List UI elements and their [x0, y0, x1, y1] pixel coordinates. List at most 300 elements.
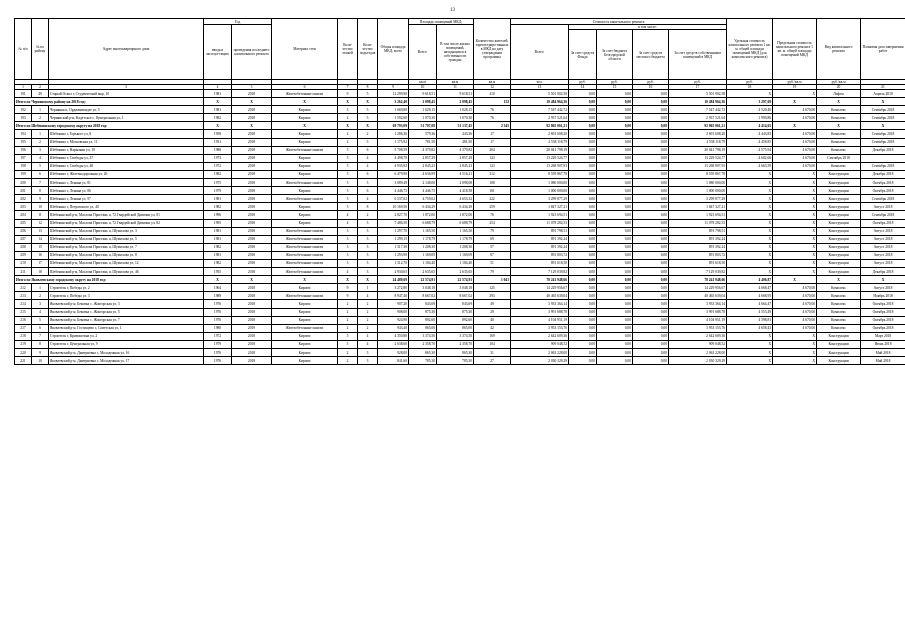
table-cell: Комплекс — [817, 300, 861, 308]
table-cell: 1979 — [204, 187, 232, 195]
table-cell: Комплекс — [817, 138, 861, 146]
table-cell: 196 — [15, 146, 32, 154]
table-cell: 4 — [338, 268, 358, 276]
table-cell: 3 — [358, 227, 378, 235]
table-cell: Кирпич — [272, 162, 338, 170]
table-row — [15, 349, 905, 357]
table-cell: 0,00 — [633, 243, 669, 251]
table-cell: 4 670,00 — [773, 292, 817, 300]
table-cell: Август 2018 — [861, 251, 905, 259]
table-cell: 201 — [15, 187, 32, 195]
table-cell: Х — [727, 179, 773, 187]
table-cell: 1 923 694,51 — [511, 211, 569, 219]
table-cell: 17 — [32, 259, 49, 267]
table-cell: 0,00 — [633, 219, 669, 227]
table-cell: Сентябрь 2018 — [861, 130, 905, 138]
header-col-entrances: Коли-чество подъездов — [358, 19, 378, 80]
table-cell: 0,00 — [633, 251, 669, 259]
table-cell: 2018 — [232, 259, 272, 267]
table-cell: 259 — [474, 203, 511, 211]
table-cell: 4 670,00 — [773, 300, 817, 308]
table-cell: Х — [727, 235, 773, 243]
table-row — [15, 219, 905, 227]
total-row — [15, 276, 905, 284]
table-cell: Железобетонные панели — [272, 146, 338, 154]
table-cell: 0,00 — [597, 349, 633, 357]
table-cell: 2018 — [232, 332, 272, 340]
table-cell: 78 241 948,66 — [669, 276, 727, 284]
address-cell: Шебекинский р-н, Маслова Пристань п, 72 Гвардейской Дивизии ул, 81 — [49, 211, 204, 219]
table-cell: 0,00 — [597, 340, 633, 348]
table-cell: 3 991 688,78 — [511, 308, 569, 316]
header-col-plan-date: Плановая дата завершения работ — [861, 19, 905, 80]
table-cell: 4 414,65 — [727, 122, 773, 130]
table-cell: 2 635,65 — [437, 268, 474, 276]
table-cell: 202 — [15, 195, 32, 203]
table-cell: 1976 — [204, 300, 232, 308]
table-cell: 0,00 — [569, 292, 597, 300]
header-col-limit-cost: Предельная стоимость капитального ремонта 1 кв. м. общей площади помещений МКД — [773, 19, 817, 80]
table-cell: 2 — [338, 357, 358, 365]
table-cell: 891 798,51 — [669, 227, 727, 235]
table-cell: Конструкции — [817, 187, 861, 195]
table-cell: 5 — [338, 170, 358, 178]
table-cell: Х — [773, 357, 817, 365]
table-cell: 0,00 — [597, 170, 633, 178]
table-cell: 1 293,90 — [378, 251, 409, 259]
table-cell: 2 538 118,79 — [669, 138, 727, 146]
column-number: 21 — [861, 85, 905, 90]
table-row — [15, 195, 905, 203]
table-cell: 17 — [474, 138, 511, 146]
table-cell: 8 — [32, 187, 49, 195]
table-cell: 785,30 — [437, 357, 474, 365]
table-cell: 4 379,82 — [409, 146, 437, 154]
table-cell: 2018 — [232, 243, 272, 251]
table-cell: 194 — [15, 130, 32, 138]
table-cell: 0,00 — [569, 227, 597, 235]
column-number: 20 — [817, 85, 861, 90]
column-number: 10 — [409, 85, 437, 90]
table-cell: 909 048,52 — [511, 340, 569, 348]
table-cell: 0,00 — [597, 235, 633, 243]
table-cell: 0,00 — [569, 349, 597, 357]
table-cell: Х — [861, 98, 905, 106]
address-cell: Старый Оскол г, Студенческий мкр, 10 — [49, 90, 204, 98]
table-cell: 4 658,43 — [727, 324, 773, 332]
table-cell: 92 865 061,21 — [511, 122, 569, 130]
table-row — [15, 154, 905, 162]
total-label: Итого по Шебекинскому городскому округу на 2018 год: — [15, 122, 204, 130]
table-cell: 2018 — [232, 195, 272, 203]
table-cell: 1981 — [204, 195, 232, 203]
table-cell: 4 670,00 — [773, 308, 817, 316]
table-cell: 4 — [32, 154, 49, 162]
table-cell: 2018 — [232, 308, 272, 316]
table-cell: 2 — [338, 324, 358, 332]
table-cell: 312 — [474, 170, 511, 178]
table-cell: 0,00 — [633, 98, 669, 106]
table-cell: 10 — [32, 357, 49, 365]
table-cell: 0,00 — [633, 276, 669, 284]
table-cell: Октябрь 2018 — [861, 308, 905, 316]
table-cell: 5 — [338, 179, 358, 187]
table-cell: Конструкции — [817, 357, 861, 365]
table-cell: 875,30 — [437, 308, 474, 316]
table-cell: 1 178,79 — [409, 235, 437, 243]
table-cell: 1976 — [204, 316, 232, 324]
address-cell: Яковлевский р-н, Гостищево с, Советская ул, 1 — [49, 324, 204, 332]
table-cell: Август 2018 — [861, 227, 905, 235]
table-cell: 7 547 442,72 — [511, 106, 569, 114]
table-cell: 0,00 — [597, 114, 633, 122]
table-cell: Комплекс — [817, 106, 861, 114]
table-cell: Х — [773, 219, 817, 227]
table-cell: 3 953 153,76 — [669, 324, 727, 332]
column-number: 9 — [378, 85, 409, 90]
table-cell: 2 345 — [474, 122, 511, 130]
table-cell: Конструкции — [817, 170, 861, 178]
table-cell: 1981 — [204, 251, 232, 259]
table-row — [15, 292, 905, 300]
table-cell: Сентябрь 2018 — [861, 114, 905, 122]
table-cell: 1 — [358, 284, 378, 292]
table-cell: Конструкции — [817, 259, 861, 267]
table-cell: 1 872,00 — [409, 211, 437, 219]
address-cell: Яковлевский р-н, Дмитриевка с, Молодежная ул, 16 — [49, 349, 204, 357]
table-cell: 1 178,79 — [437, 235, 474, 243]
table-cell: Х — [204, 98, 232, 106]
table-cell: 4 — [32, 308, 49, 316]
table-cell: 2 827,70 — [378, 211, 409, 219]
column-number: 1 — [15, 85, 32, 90]
table-cell: 0,00 — [633, 211, 669, 219]
table-cell: 0,00 — [633, 357, 669, 365]
table-cell: 2 691 608,20 — [669, 130, 727, 138]
table-cell: Х — [817, 122, 861, 130]
table-cell: 7 547 442,72 — [669, 106, 727, 114]
table-cell: 2019 — [232, 324, 272, 332]
table-cell: Конструкции — [817, 243, 861, 251]
unit-cell: руб. — [569, 80, 597, 85]
table-cell: 4 379,82 — [437, 146, 474, 154]
table-cell: 209 — [15, 251, 32, 259]
table-cell: Конструкции — [817, 235, 861, 243]
table-cell: 221 — [15, 357, 32, 365]
table-cell: Х — [773, 227, 817, 235]
table-cell: 2 — [338, 349, 358, 357]
column-number: 8 — [358, 85, 378, 90]
header-col-district: № по району — [32, 19, 49, 80]
total-row — [15, 98, 905, 106]
table-cell: 2 — [32, 114, 49, 122]
table-cell: Август 2018 — [861, 259, 905, 267]
table-row — [15, 243, 905, 251]
table-cell: 0,00 — [597, 162, 633, 170]
table-cell: 7 — [32, 179, 49, 187]
table-cell: Комплекс — [817, 316, 861, 324]
table-cell: 4 575,94 — [727, 146, 773, 154]
header-col-cost-all: Всего: — [511, 25, 569, 80]
table-cell: Железобетонные панели — [272, 324, 338, 332]
table-cell: 2018 — [232, 114, 272, 122]
column-number: 12 — [474, 85, 511, 90]
address-cell: Яковлевский р-н, Дмитриевка с, Молодежная ул, 17 — [49, 357, 204, 365]
table-cell: 0,00 — [597, 357, 633, 365]
table-cell: Октябрь 2018 — [861, 187, 905, 195]
table-cell: 49 — [32, 90, 49, 98]
table-cell: Х — [773, 179, 817, 187]
table-cell: 0,00 — [633, 179, 669, 187]
table-cell: 67 — [474, 251, 511, 259]
table-cell: 1 669,80 — [378, 106, 409, 114]
header-col-area-all: Всего: — [409, 25, 437, 80]
table-cell: Железобетонные панели — [272, 292, 338, 300]
table-cell: Кирпич — [272, 170, 338, 178]
table-cell: 2 — [358, 308, 378, 316]
table-cell: 5 501 902,58 — [511, 90, 569, 98]
table-cell: 9 — [338, 90, 358, 98]
table-cell: 891 392,24 — [511, 235, 569, 243]
table-cell: 254 — [474, 219, 511, 227]
table-cell: 3 — [338, 106, 358, 114]
table-row — [15, 308, 905, 316]
table-cell: 0,00 — [633, 122, 669, 130]
table-cell: 193 — [15, 114, 32, 122]
table-cell: 208 — [15, 243, 32, 251]
table-cell: 169 — [474, 332, 511, 340]
header-group-year: Год — [204, 19, 272, 25]
table-row — [15, 114, 905, 122]
table-cell: 2 — [358, 324, 378, 332]
table-cell: 1 165,50 — [409, 227, 437, 235]
table-cell: 2 098,45 — [409, 98, 437, 106]
table-cell: Комплекс — [817, 308, 861, 316]
table-cell: Кирпич — [272, 203, 338, 211]
table-cell: 24 489,69 — [378, 276, 409, 284]
table-cell: 891 392,24 — [511, 243, 569, 251]
table-row — [15, 146, 905, 154]
table-cell: 2 063 228,00 — [511, 349, 569, 357]
table-cell: 4 664,47 — [727, 300, 773, 308]
table-cell: Х — [272, 122, 338, 130]
table-cell: Кирпич — [272, 340, 338, 348]
address-cell: Строитель г, Центральная ул, 9 — [49, 340, 204, 348]
address-cell: Шебекино г, Свободы ул, 48 — [49, 162, 204, 170]
column-number: 11 — [437, 85, 474, 90]
table-cell: Кирпич — [272, 357, 338, 365]
table-row — [15, 130, 905, 138]
table-cell: 2018 — [232, 179, 272, 187]
table-cell: Х — [727, 259, 773, 267]
table-cell: 3 262,40 — [378, 98, 409, 106]
column-number: 6 — [272, 85, 338, 90]
table-cell: Кирпич — [272, 219, 338, 227]
table-cell: Май 2018 — [861, 357, 905, 365]
table-cell: Август 2018 — [861, 203, 905, 211]
table-cell: 3 — [358, 106, 378, 114]
table-cell: Май 2018 — [861, 349, 905, 357]
table-cell: 215 — [15, 308, 32, 316]
table-cell: 0,00 — [633, 349, 669, 357]
table-cell: 0,00 — [597, 98, 633, 106]
table-cell: 40 465 639,04 — [669, 292, 727, 300]
table-cell: Х — [727, 90, 773, 98]
table-cell: 4 670,00 — [773, 316, 817, 324]
table-row — [15, 90, 905, 98]
header-col-fund: За счет средств Фонда — [569, 30, 597, 80]
table-cell: 0,00 — [633, 195, 669, 203]
table-cell: Железобетонные панели — [272, 179, 338, 187]
address-cell: Шебекинский р-н, Маслова Пристань п, Шумилова ул, 12 — [49, 259, 204, 267]
table-cell: 5 — [338, 332, 358, 340]
table-cell: 393 — [474, 292, 511, 300]
table-cell: 0,00 — [569, 122, 597, 130]
table-cell: 4 — [358, 162, 378, 170]
table-cell: 2018 — [232, 349, 272, 357]
address-cell: Шебекино г, Железнодорожная ул, 26 — [49, 170, 204, 178]
header-col-area-res: В том числе жилых помещений, находящихся в собственности граждан — [437, 25, 474, 80]
table-cell: Х — [727, 251, 773, 259]
table-cell: 0,00 — [569, 340, 597, 348]
table-cell: 1981 — [204, 90, 232, 98]
table-cell: 0,00 — [597, 332, 633, 340]
table-cell: 1 312,70 — [378, 259, 409, 267]
table-cell: 213 — [15, 292, 32, 300]
table-cell: 5 — [338, 162, 358, 170]
address-cell: Шебекинский р-н, Маслова Пристань п, Шумилова ул, 7 — [49, 243, 204, 251]
table-cell: 217 — [15, 324, 32, 332]
table-cell: 1973 — [204, 154, 232, 162]
table-cell: 865,00 — [409, 324, 437, 332]
table-cell: 13 229 524,77 — [669, 154, 727, 162]
table-cell: Конструкции — [817, 349, 861, 357]
unit-cell: чел. — [511, 80, 569, 85]
table-cell: 49 — [474, 300, 511, 308]
table-cell: Сентябрь 2018 — [861, 211, 905, 219]
table-cell: 6 — [32, 170, 49, 178]
table-cell: 1 — [32, 284, 49, 292]
table-cell: Х — [204, 276, 232, 284]
table-cell: 4 443,83 — [727, 130, 773, 138]
table-cell: Август 2018 — [861, 235, 905, 243]
table-cell: 0,00 — [633, 162, 669, 170]
table-cell: 5 — [32, 316, 49, 324]
table-cell: 843,69 — [437, 300, 474, 308]
column-number: 4 — [204, 85, 232, 90]
table-cell: 875,30 — [409, 308, 437, 316]
table-cell: 0,00 — [569, 203, 597, 211]
table-cell: 891 798,51 — [511, 227, 569, 235]
table-cell: 4 520,40 — [727, 106, 773, 114]
table-cell: Декабрь 2018 — [861, 170, 905, 178]
table-cell: 0,00 — [569, 114, 597, 122]
table-cell: 0,00 — [597, 203, 633, 211]
table-cell: 891 392,24 — [669, 235, 727, 243]
address-cell: Чернянка п, Ордженикидзе ул, 5 — [49, 106, 204, 114]
header-col-local: За счет средств местного бюджета — [633, 30, 669, 80]
table-cell: Апрель 2018 — [861, 90, 905, 98]
table-cell: Железобетонные панели — [272, 268, 338, 276]
table-cell: 92 865 061,21 — [669, 122, 727, 130]
table-cell: 1989 — [204, 292, 232, 300]
table-cell: 843,69 — [409, 300, 437, 308]
address-cell: Строитель г, Победы ул, 2 — [49, 284, 204, 292]
table-cell: 4 653,32 — [437, 195, 474, 203]
table-row — [15, 203, 905, 211]
table-cell: 0,00 — [569, 162, 597, 170]
table-cell: Август 2018 — [861, 243, 905, 251]
table-cell: 22 574,91 — [437, 276, 474, 284]
table-cell: Лифты — [817, 90, 861, 98]
table-cell: 2 — [338, 114, 358, 122]
table-cell: 2 030 329,29 — [669, 357, 727, 365]
header-col-owners: За счет средств собственников помещений в МКД — [669, 30, 727, 80]
table-cell: Сентябрь 2018 — [861, 195, 905, 203]
table-cell: 57 — [474, 243, 511, 251]
table-cell: 443,36 — [437, 130, 474, 138]
table-row — [15, 138, 905, 146]
table-cell: 2018 — [232, 219, 272, 227]
table-cell: 0,00 — [633, 316, 669, 324]
table-cell: 2018 — [232, 90, 272, 98]
table-cell: 2 930,65 — [378, 268, 409, 276]
table-cell: Х — [773, 235, 817, 243]
table-cell: Х — [272, 98, 338, 106]
table-cell: 4 498,78 — [378, 154, 409, 162]
table-cell: 0,00 — [569, 324, 597, 332]
table-cell: Комплекс — [817, 284, 861, 292]
table-cell: 0,00 — [569, 284, 597, 292]
table-cell: 0,00 — [597, 122, 633, 130]
table-cell: 4 446,75 — [409, 187, 437, 195]
table-cell: Конструкции — [817, 211, 861, 219]
table-cell: 2 845,23 — [437, 162, 474, 170]
table-cell: 1982 — [204, 170, 232, 178]
table-cell: 214 — [15, 300, 32, 308]
table-cell: Комплекс — [817, 130, 861, 138]
table-cell: Х — [817, 276, 861, 284]
table-cell: 76 — [474, 211, 511, 219]
column-number: 17 — [669, 85, 727, 90]
table-cell: 2018 — [232, 106, 272, 114]
table-cell: 4 670,00 — [773, 130, 817, 138]
unit-cell: руб./кв.м — [773, 80, 817, 85]
table-cell: 18 — [32, 268, 49, 276]
table-cell: Конструкции — [817, 219, 861, 227]
unit-cell: кв.м — [437, 80, 474, 85]
table-cell: 6 — [358, 170, 378, 178]
total-row — [15, 122, 905, 130]
table-cell: 1976 — [204, 308, 232, 316]
table-cell: 2 — [358, 130, 378, 138]
table-cell: 7 — [32, 332, 49, 340]
table-cell: 152 — [474, 98, 511, 106]
table-cell: 2 — [338, 316, 358, 324]
column-number: 14 — [569, 85, 597, 90]
table-cell: Комплекс — [817, 162, 861, 170]
table-cell: 197 — [15, 154, 32, 162]
table-cell: Х — [773, 211, 817, 219]
table-cell: 2018 — [232, 138, 272, 146]
table-cell: Октябрь 2018 — [861, 219, 905, 227]
header-col-unit-cost: Удельная стоимость капитального ремонта 1 кв. м. общей площади помещений МКД (для комплексного ремонта) — [727, 19, 773, 80]
header-group-incl: в том числе: — [569, 25, 727, 30]
table-cell: 3 048,18 — [409, 284, 437, 292]
table-cell: 8 667,02 — [437, 292, 474, 300]
table-cell: 2 538 118,79 — [511, 138, 569, 146]
table-cell: 8 559 867,78 — [511, 170, 569, 178]
